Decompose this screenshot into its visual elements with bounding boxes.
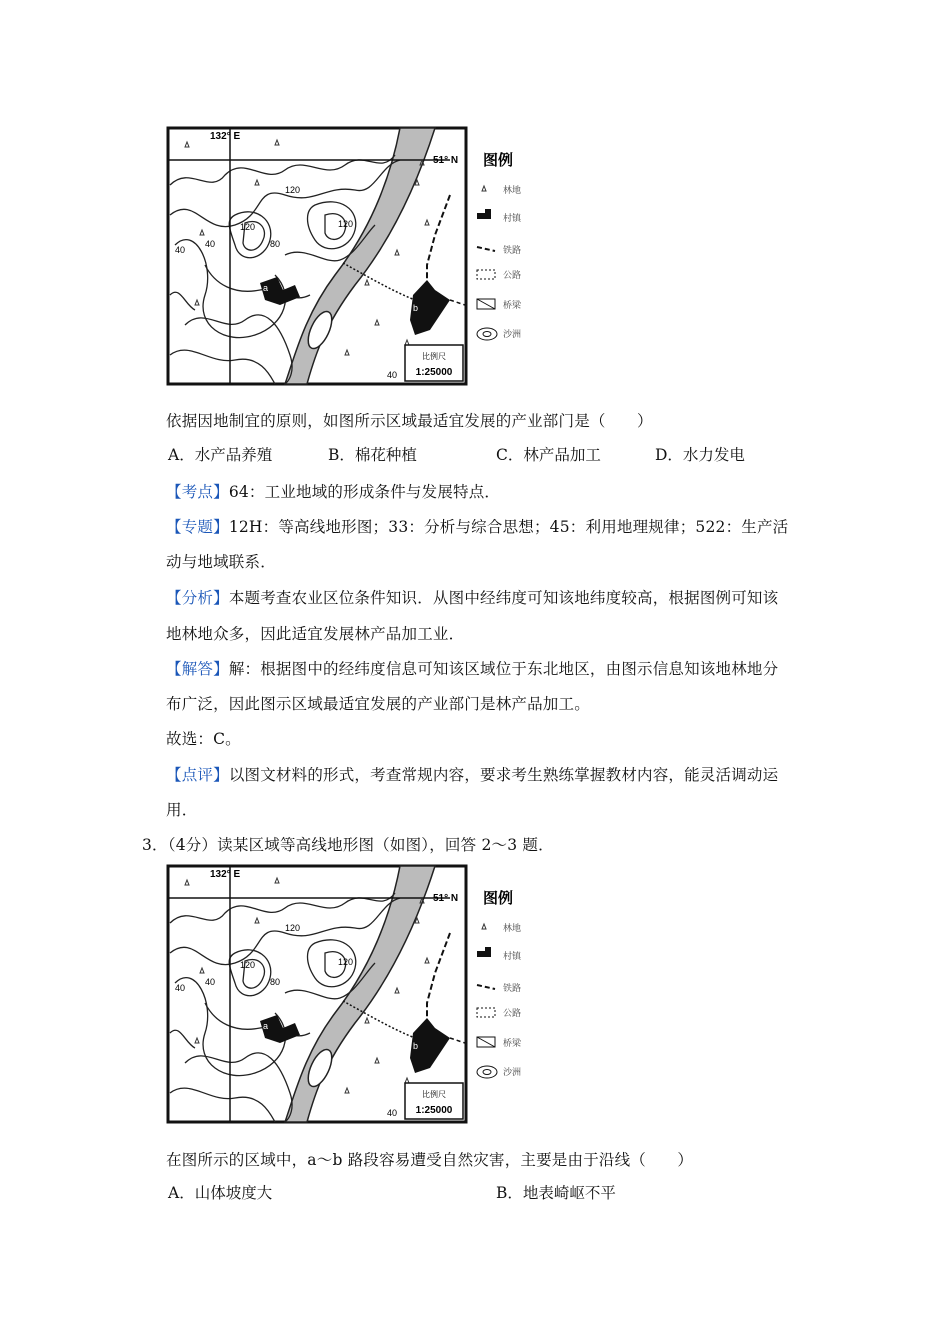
jieda-row xyxy=(166,657,778,679)
zhuanti-tag: 【专题】 xyxy=(166,518,229,536)
legend-item: 铁路 xyxy=(503,246,522,256)
kaodian-text: 64：工业地域的形成条件与发展特点． xyxy=(228,483,501,501)
latitude-label: 51° N xyxy=(433,893,459,904)
contour-map-svg xyxy=(165,863,540,1125)
zhuanti-row xyxy=(166,515,788,537)
contour-label: 120 xyxy=(240,960,256,970)
point-a-label: a xyxy=(263,1021,269,1031)
contour-label: 80 xyxy=(270,239,281,249)
forest-icon xyxy=(482,924,486,929)
contour-label: 120 xyxy=(240,222,256,232)
legend-item: 村镇 xyxy=(503,214,522,224)
jieda-text-cont: 布广泛，因此图示区域最适宜发展的产业部门是林产品加工。 xyxy=(166,695,590,713)
village-icon xyxy=(477,209,491,219)
jieda-text: 解：根据图中的经纬度信息可知该区域位于东北地区，由图示信息知该地林地分 xyxy=(228,660,779,678)
contour-map-svg xyxy=(165,125,540,387)
sandbar-icon xyxy=(477,328,497,340)
dianping-text-cont: 用． xyxy=(166,801,198,819)
contour-map-figure-2 xyxy=(165,863,540,1125)
legend-item: 村镇 xyxy=(503,952,522,962)
fenxi-text: 本题考查农业区位条件知识．从图中经纬度可知该地纬度较高，根据图例可知该 xyxy=(228,589,779,607)
contour-label: 120 xyxy=(338,957,354,967)
fenxi-row xyxy=(166,586,778,608)
contour-label: 120 xyxy=(285,923,301,933)
railway-icon xyxy=(477,985,495,989)
option-a[interactable]: A．水产品养殖 xyxy=(168,446,273,464)
legend-title: 图例 xyxy=(483,151,514,169)
option-b[interactable]: B．棉花种植 xyxy=(328,446,417,464)
contour-label: 120 xyxy=(338,219,354,229)
question-stem: 在图所示的区域中，a～b 路段容易遭受自然灾害，主要是由于沿线（ ） xyxy=(166,1151,694,1169)
contour-label: 80 xyxy=(270,977,281,987)
contour-label: 40 xyxy=(387,370,398,380)
legend-item: 林地 xyxy=(503,924,522,934)
contour-label: 40 xyxy=(205,977,216,987)
scale-value: 1:25000 xyxy=(415,367,453,378)
road-icon xyxy=(477,270,495,279)
contour-label: 120 xyxy=(285,185,301,195)
road-icon xyxy=(477,1008,495,1017)
fenxi-text-cont: 地林地众多，因此适宜发展林产品加工业． xyxy=(166,625,465,643)
dianping-tag: 【点评】 xyxy=(166,766,229,784)
option-d[interactable]: D．水力发电 xyxy=(655,446,745,464)
latitude-label: 51° N xyxy=(433,155,459,166)
zhuanti-text: 12H：等高线地形图；33：分析与综合思想；45：利用地理规律；522：生产活 xyxy=(228,518,789,536)
scale-value: 1:25000 xyxy=(415,1105,453,1116)
jieda-tag: 【解答】 xyxy=(166,660,229,678)
legend-item: 桥梁 xyxy=(503,1039,522,1049)
point-b-label: b xyxy=(413,303,419,313)
contour-label: 40 xyxy=(205,239,216,249)
kaodian-row xyxy=(166,480,500,502)
legend-item: 沙洲 xyxy=(503,330,522,340)
contour-label: 40 xyxy=(387,1108,398,1118)
legend-item: 铁路 xyxy=(503,984,522,994)
option-b[interactable]: B．地表崎岖不平 xyxy=(496,1184,616,1202)
fenxi-tag: 【分析】 xyxy=(166,589,229,607)
legend-title: 图例 xyxy=(483,889,514,907)
legend-item: 桥梁 xyxy=(503,301,522,311)
point-a-label: a xyxy=(263,283,269,293)
contour-label: 40 xyxy=(175,983,186,993)
kaodian-tag: 【考点】 xyxy=(166,483,229,501)
scale-title: 比例尺 xyxy=(422,1090,446,1099)
longitude-label: 132° E xyxy=(210,131,241,142)
dianping-text: 以图文材料的形式，考查常规内容，要求考生熟练掌握教材内容，能灵活调动运 xyxy=(228,766,779,784)
zhuanti-text-cont: 动与地域联系． xyxy=(166,553,276,571)
answer-line: 故选：C。 xyxy=(166,730,241,748)
option-c[interactable]: C．林产品加工 xyxy=(496,446,601,464)
longitude-label: 132° E xyxy=(210,869,241,880)
option-a[interactable]: A．山体坡度大 xyxy=(168,1184,273,1202)
railway-icon xyxy=(477,247,495,251)
legend-item: 林地 xyxy=(503,186,522,196)
forest-icon xyxy=(482,186,486,191)
legend-item: 公路 xyxy=(503,271,522,281)
village-icon xyxy=(477,947,491,957)
legend-item: 公路 xyxy=(503,1009,522,1019)
scale-title: 比例尺 xyxy=(422,352,446,361)
contour-label: 40 xyxy=(175,245,186,255)
point-b-label: b xyxy=(413,1041,419,1051)
contour-map-figure-1 xyxy=(165,125,540,387)
sandbar-icon xyxy=(477,1066,497,1078)
dianping-row xyxy=(166,763,778,785)
legend-item: 沙洲 xyxy=(503,1068,522,1078)
question-3-header: 3．（4分）读某区域等高线地形图（如图），回答 2～3 题． xyxy=(142,836,554,854)
question-stem: 依据因地制宜的原则，如图所示区域最适宜发展的产业部门是（ ） xyxy=(166,412,653,430)
